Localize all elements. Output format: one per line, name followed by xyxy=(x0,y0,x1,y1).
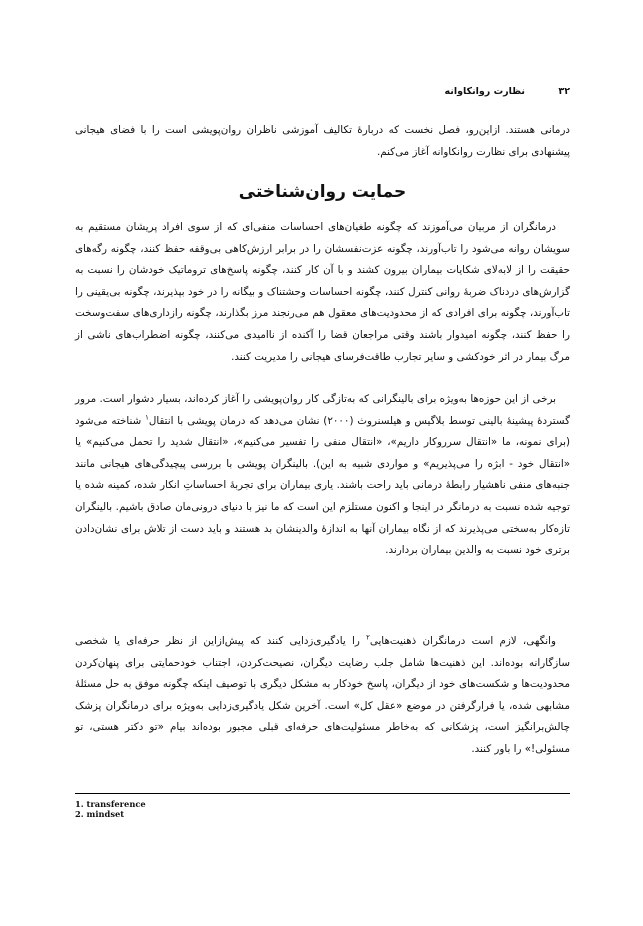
page-number: ۳۲ xyxy=(558,86,570,97)
footnote-1: 1. transference xyxy=(75,799,146,809)
body-paragraph-1: درمانگران از مربیان می‌آموزند که چگونه طغیان‌های احساسات منفی‌ای که از سوی افراد پریشان مستقیم به سویشان روانه می‌شود را تاب‌آورند، چگونه عزت‌نفسشان را در برابر ارزش‌کاهی بی‌وقفه حفظ کنند، چگونه رگه‌های حقیقت را از لابه‌لای شکایات بیماران بیرون کشند و با آن کار کنند، چگونه پاسخ‌های تروماتیک خودشان را نسبت به گزارش‌های دردناک ضربهٔ روانی کنترل کنند، چگونه احساسات وحشتناک و بیگانه را در خود بپذیرند، چگونه بی‌یقینی را تاب‌آورند، چگونه برای افرادی که از محدودیت‌های معقول هم می‌رنجند مرز بگذارند، چگونه رازداری‌های سفت‌وسخت را حفظ کنند، چگونه امیدوار باشند وقتی مراجعان قضا را آکنده از ناامیدی می‌کنند، چگونه اضطراب‌های ناشی از مرگ بیمار در اثر خودکشی و سایر تجارب طاقت‌فرسای هیجانی را مدیریت کنند. xyxy=(75,221,570,363)
paragraph-2-part-1: برخی از این حوزه‌ها به‌ویژه برای بالینگرانی که به‌تازگی کار روان‌پویشی را آغاز کرده‌اند، بسیار دشوار است. مرور گستردهٔ پیشینهٔ بالینی توسط بلاگیس و هیلسنروث (۲۰۰۰) نشان می‌دهد که درمان پویشی با انتقال xyxy=(75,393,570,427)
footnote-divider xyxy=(75,793,570,794)
footnote-marker-1: ۱ xyxy=(145,413,149,422)
page-header xyxy=(420,86,570,102)
paragraph-3-part-1: وانگهی، لازم است درمانگران ذهنیت‌هایی xyxy=(369,635,556,647)
body-paragraph-3 xyxy=(75,631,570,761)
running-title: نظارت روانکاوانه xyxy=(444,86,525,97)
body-paragraph-2 xyxy=(75,389,570,562)
section-heading: حمایت روان‌شناختی xyxy=(238,182,407,202)
footnote-2: 2. mindset xyxy=(75,809,125,819)
footnote-marker-2: ۲ xyxy=(366,633,370,642)
intro-paragraph: درمانی هستند. ازاین‌رو، فصل نخست که دربارهٔ تکالیف آموزشی ناظران روان‌پویشی است را با فضای هیجانی پیشنهادی برای نظارت روانکاوانه آغاز می‌کنم. xyxy=(75,124,570,158)
paragraph-2-part-2: شناخته می‌شود (برای نمونه، ما «انتقال سرروکار داریم»، «انتقال منفی را تفسیر می‌کنیم»، «انتقال شدید را تحمل می‌کنیم» یا «انتقال خود - ابژه را می‌پذیریم» و مواردی شبیه به این). بالینگران پویشی با بررسی پیچیدگی‌های هیجانی مانند جنبه‌های منفی ناهشیار رابطهٔ درمانی باید راحت باشند. یاری بیماران برای تجربهٔ احساساتِ انکار شده، کمینه شده یا توجیه شده نسبت به درمانگر در اینجا و اکنون مستلزم این است که ما نیز با دنیای درونی‌مان صادق باشیم. بالینگران تازه‌کار به‌سختی می‌پذیرند که از نگاه بیماران آنها به اندازهٔ والدینشان بد هستند و باید دست از تلاش برای نشان‌دادن برتری خود نسبت به والدین بیماران بردارند. xyxy=(75,414,570,557)
paragraph-3-part-2: را یادگیری‌زدایی کنند که پیش‌ازاین از نظر حرفه‌ای یا شخصی سازگارانه بوده‌اند. این ذهنیت‌ها شامل جلب رضایت دیگران، نصیحت‌کردن، اجتناب خودحمایتی برای پنهان‌کردن محدودیت‌ها و شکست‌های خود از دیگران، پاسخ خودکار به مشکل دیگری با توصیف اینکه چگونه موفق به حل مسئلهٔ مشابهی شده، یا فرارگرفتن در موضع «عقل کل» است. آخرین شکل یادگیری‌زدایی به‌ویژه برای درمانگران پزشک چالش‌برانگیز است، پزشکانی که به‌خاطر مسئولیت‌های حرفه‌ای قبلی مجبور بوده‌اند بیام «تو دکتر هستی، تو مسئولی!» را باور کنند. xyxy=(75,635,570,755)
footnotes xyxy=(75,799,275,819)
